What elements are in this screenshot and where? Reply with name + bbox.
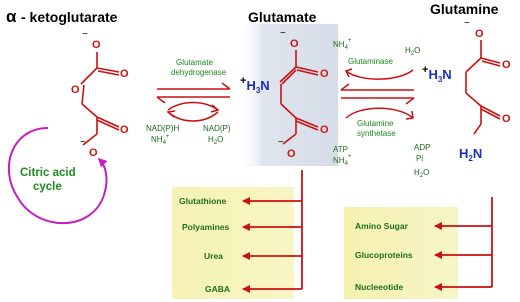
alpha-ketoglutarate-structure [81,52,119,145]
product-amino-sugar: Amino Sugar [355,221,408,231]
cofactor-nadp: NAD(P) [203,124,231,133]
cofactor-nh4-top: $NH_4^+$ [333,38,352,51]
cofactor-h2o-left: $H_2O$ [208,135,224,146]
product-urea: Urea [204,251,223,261]
citric-acid-label: Citric acid [20,167,76,179]
svg-text:O: O [290,38,299,50]
ketoglutarate-title: - ketoglutarate [21,9,118,25]
glutaminase-label: Glutaminase [348,57,393,66]
cofactor-pi: Pi [416,154,424,163]
glutamate-title: Glutamate [248,9,317,25]
cofactor-h2o-bottom: $H_2O$ [414,168,430,179]
cofactor-nadph: NAD(P)H [146,124,180,133]
cofactor-h2o-top: $H_2O$ [405,46,421,57]
cofactor-atp: ATP [333,145,348,154]
svg-text:−: − [82,29,88,40]
svg-text:O: O [320,68,329,80]
glutamine-amide-group: $H_2N$ [459,146,483,163]
svg-text:O: O [89,147,98,159]
svg-text:O: O [287,148,296,160]
svg-text:O: O [502,113,511,125]
svg-text:O: O [502,59,511,71]
glutamine-title: Glutamine [430,1,499,17]
cofactor-nh4-bottom: $NH_4^+$ [333,154,352,167]
svg-text:O: O [120,124,129,136]
alpha-symbol: α [6,7,17,26]
alpha-ketoglutarate-atoms [71,29,129,159]
svg-text:−: − [280,28,286,39]
svg-text:O: O [320,124,329,136]
glutamine-amino-group: $^+H_3N$ [422,64,452,84]
glutamine-synthetase-label-2: synthetase [357,129,396,138]
glutamate-amino-group: $^+H_3N$ [240,75,270,95]
product-polyamines: Polyamines [182,222,230,232]
product-gaba: GABA [205,284,231,294]
glutamine-structure [466,40,500,134]
glutamate-dehydrogenase-arrows [157,83,230,121]
svg-text:O: O [475,28,484,40]
cycle-label: cycle [33,181,62,193]
product-glutathione: Glutathione [179,196,227,206]
glutamate-dehydrogenase-label-2: dehydrogenase [171,68,227,77]
glutaminase-synthetase-arrows [341,69,414,119]
glutamate-dehydrogenase-label-1: Glutamate [176,58,213,67]
svg-text:O: O [92,39,101,51]
product-glucoproteins: Glucoproteins [355,250,413,260]
svg-text:−: − [464,18,470,29]
product-nucleeotide: Nucleeotide [355,282,404,292]
glutamate-highlight-box [238,24,338,166]
cofactor-nh4-left: $NH_4^+$ [151,134,170,146]
cofactor-adp: ADP [414,143,431,152]
svg-text:−: − [80,137,86,148]
glutamine-synthetase-label-1: Glutamine [357,119,394,128]
svg-text:−: − [278,137,284,148]
svg-text:O: O [120,68,129,80]
svg-text:O: O [71,84,80,96]
